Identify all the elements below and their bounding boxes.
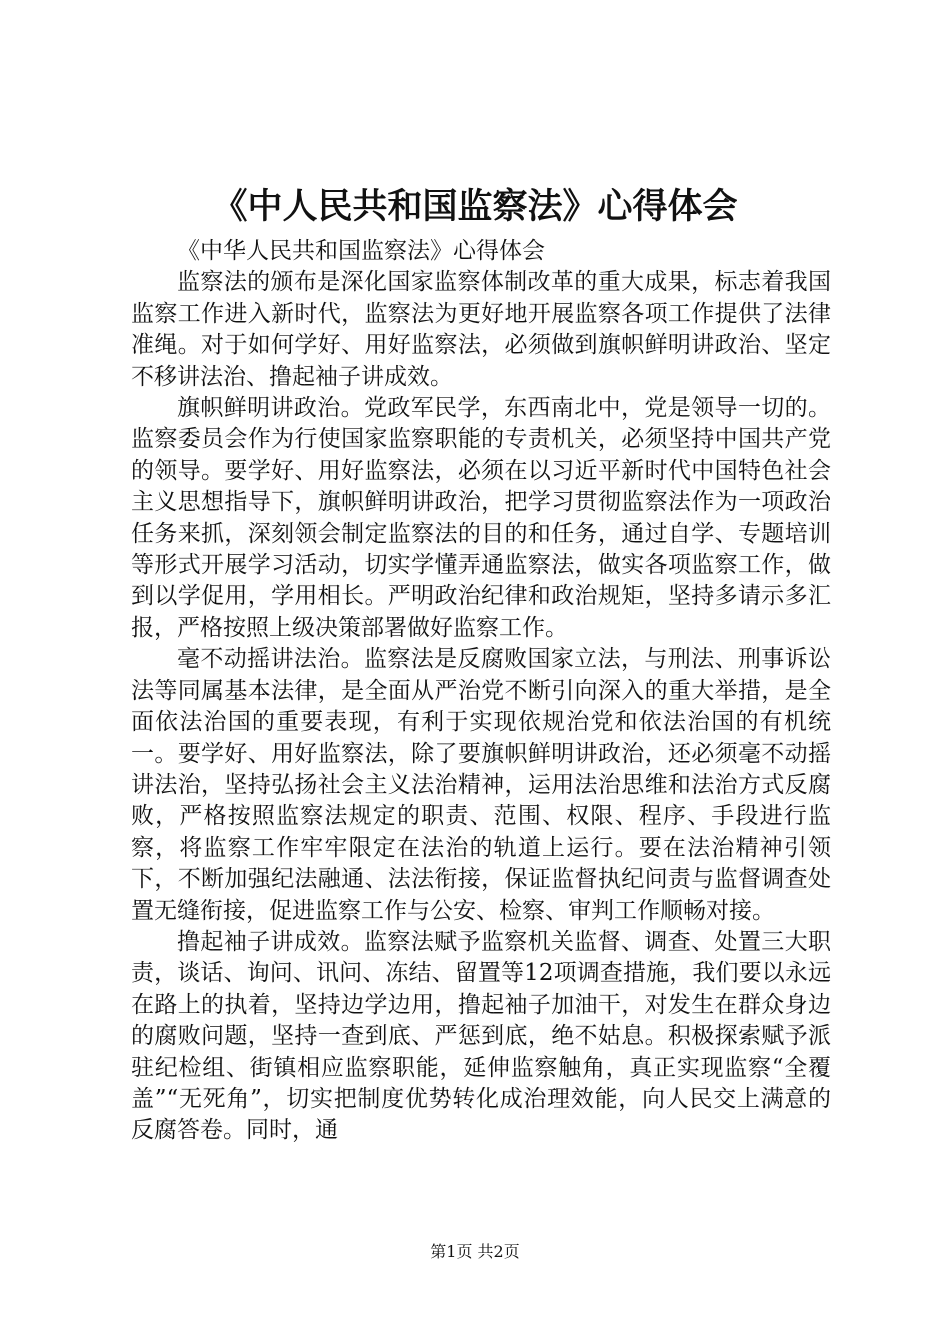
paragraph-results: 撸起袖子讲成效。监察法赋予监察机关监督、调查、处置三大职责，谈话、询问、讯问、冻结、留置等12项调查措施，我们要以永远在路上的执着，坚持边学边用，撸起袖子加油干，对发生在群众身边的腐败问题，坚持一查到底、严惩到底，绝不姑息。积极探索赋予派驻纪检组、街镇相应监察职能，延伸监察触角，真正实现监察“全覆盖”“无死角”，切实把制度优势转化成治理效能，向人民交上满意的反腐答卷。同时，通 (131, 928, 831, 1144)
paragraph-subtitle: 《中华人民共和国监察法》心得体会 (177, 238, 545, 264)
paragraph-rule-of-law: 毫不动摇讲法治。监察法是反腐败国家立法，与刑法、刑事诉讼法等同属基本法律，是全面从严治党不断引向深入的重大举措，是全面依法治国的重要表现，有利于实现依规治党和依法治国的有机统一。要学好、用好监察法，除了要旗帜鲜明讲政治，还必须毫不动摇讲法治，坚持弘扬社会主义法治精神，运用法治思维和法治方式反腐败，严格按照监察法规定的职责、范围、权限、程序、手段进行监察，将监察工作牢牢限定在法治的轨道上运行。要在法治精神引领下，不断加强纪法融通、法法衔接，保证监督执纪问责与监督调查处置无缝衔接，促进监察工作与公安、检察、审判工作顺畅对接。 (131, 646, 831, 924)
document-body (131, 236, 831, 1147)
paragraph-politics: 旗帜鲜明讲政治。党政军民学，东西南北中，党是领导一切的。监察委员会作为行使国家监察职能的专责机关，必须坚持中国共产党的领导。要学好、用好监察法，必须在以习近平新时代中国特色社会主义思想指导下，旗帜鲜明讲政治，把学习贯彻监察法作为一项政治任务来抓，深刻领会制定监察法的目的和任务，通过自学、专题培训等形式开展学习活动，切实学懂弄通监察法，做实各项监察工作，做到以学促用，学用相长。严明政治纪律和政治规矩，坚持多请示多汇报，严格按照上级决策部署做好监察工作。 (131, 395, 831, 641)
page-footer: 第1页 共2页 (430, 1242, 520, 1261)
document-title: 《中人民共和国监察法》心得体会 (212, 186, 738, 227)
paragraph-intro: 监察法的颁布是深化国家监察体制改革的重大成果，标志着我国监察工作进入新时代，监察法为更好地开展监察各项工作提供了法律准绳。对于如何学好、用好监察法，必须做到旗帜鲜明讲政治、坚定不移讲法治、撸起袖子讲成效。 (131, 269, 831, 390)
